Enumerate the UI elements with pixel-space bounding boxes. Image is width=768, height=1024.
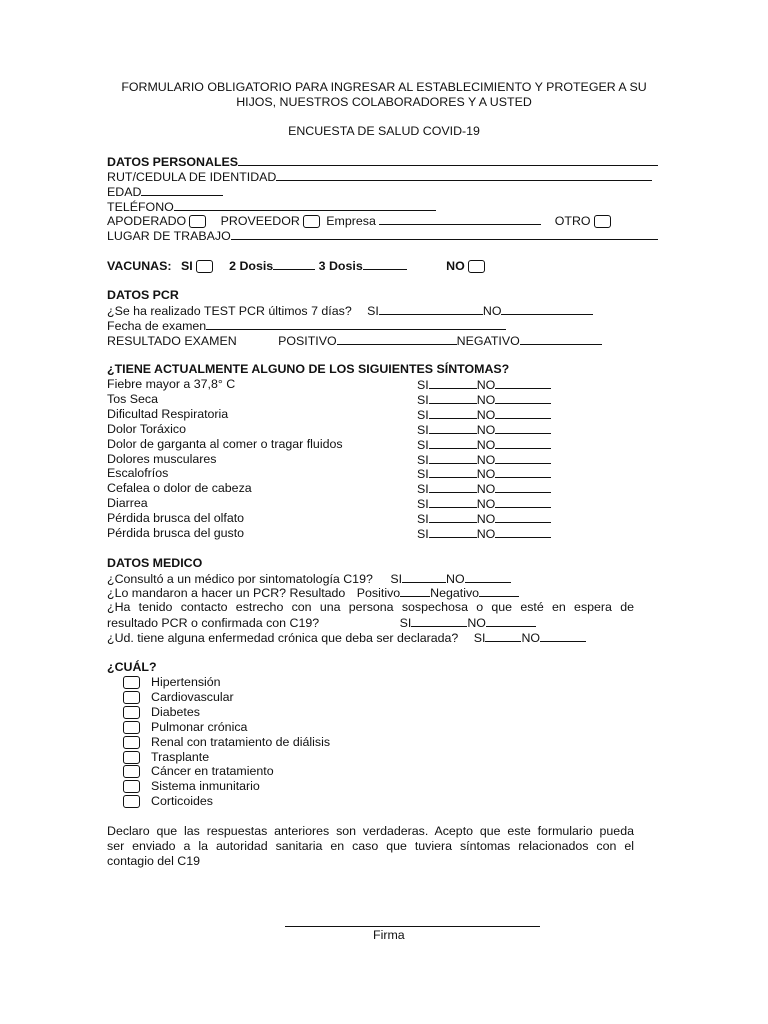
edad-field[interactable] xyxy=(141,184,223,196)
symptom-label: Diarrea xyxy=(107,496,148,510)
symptom-no-field[interactable] xyxy=(495,377,551,389)
vacunas-si-checkbox[interactable] xyxy=(196,260,213,273)
pcr-question: ¿Se ha realizado TEST PCR últimos 7 días? xyxy=(107,304,352,318)
symptom-si-field[interactable] xyxy=(429,437,477,449)
declaration-line3: contagio del C19 xyxy=(107,854,200,868)
edad-label: EDAD xyxy=(107,185,142,199)
symptom-no-label: NO xyxy=(476,393,496,407)
lugar-label: LUGAR DE TRABAJO xyxy=(107,229,231,243)
symptom-no-field[interactable] xyxy=(495,437,551,449)
otro-label: OTRO xyxy=(554,214,591,228)
q4-no-label: NO xyxy=(521,631,541,645)
form-subtitle: ENCUESTA DE SALUD COVID-19 xyxy=(288,124,480,138)
symptom-no-label: NO xyxy=(476,453,496,467)
condition-label: Sistema inmunitario xyxy=(151,779,260,793)
symptom-no-field[interactable] xyxy=(495,466,551,478)
cual-heading: ¿CUÁL? xyxy=(107,660,157,674)
symptom-answer xyxy=(417,496,551,512)
pcr-question-row xyxy=(107,303,593,319)
symptom-si-field[interactable] xyxy=(429,392,477,404)
apoderado-label: APODERADO xyxy=(107,214,187,228)
symptom-label: Dificultad Respiratoria xyxy=(107,407,229,421)
medico-q2-row xyxy=(107,585,519,601)
symptom-no-label: NO xyxy=(476,512,496,526)
symptom-si-label: SI xyxy=(417,453,429,467)
lugar-field[interactable] xyxy=(231,228,658,240)
q3-no-label: NO xyxy=(467,616,486,630)
negativo-label: NEGATIVO xyxy=(456,334,520,348)
condition-checkbox[interactable] xyxy=(123,751,140,764)
symptoms-heading: ¿TIENE ACTUALMENTE ALGUNO DE LOS SIGUIENTES SÍNTOMAS? xyxy=(107,362,510,376)
symptom-answer xyxy=(417,526,551,542)
vacunas-row xyxy=(107,258,488,274)
proveedor-label: PROVEEDOR xyxy=(220,214,300,228)
apoderado-checkbox[interactable] xyxy=(189,215,206,228)
symptom-no-label: NO xyxy=(476,527,496,541)
symptom-no-label: NO xyxy=(476,408,496,422)
condition-checkbox[interactable] xyxy=(123,721,140,734)
symptom-si-field[interactable] xyxy=(429,526,477,538)
datos-personales-field[interactable] xyxy=(238,154,658,166)
pcr-no-field[interactable] xyxy=(501,303,593,315)
symptom-si-field[interactable] xyxy=(429,452,477,464)
declaration-line2: ser enviado a la autoridad sanitaria en caso que tuviera síntomas relacionados con el xyxy=(107,839,634,853)
fecha-label: Fecha de examen xyxy=(107,319,207,333)
symptom-si-field[interactable] xyxy=(429,377,477,389)
datos-personales-row xyxy=(107,154,658,170)
condition-label: Trasplante xyxy=(151,750,210,764)
otro-checkbox[interactable] xyxy=(594,215,611,228)
symptom-no-field[interactable] xyxy=(495,496,551,508)
condition-checkbox[interactable] xyxy=(123,765,140,778)
pcr-heading: DATOS PCR xyxy=(107,288,179,302)
symptom-no-field[interactable] xyxy=(495,407,551,419)
condition-label: Pulmonar crónica xyxy=(151,720,248,734)
q3-si-label: SI xyxy=(399,616,412,630)
condition-checkbox[interactable] xyxy=(123,706,140,719)
fecha-row xyxy=(107,318,506,334)
medico-q2: ¿Lo mandaron a hacer un PCR? Resultado xyxy=(107,586,346,600)
proveedor-checkbox[interactable] xyxy=(303,215,320,228)
medico-heading: DATOS MEDICO xyxy=(107,556,203,570)
symptom-no-label: NO xyxy=(476,482,496,496)
condition-label: Cardiovascular xyxy=(151,690,234,704)
resultado-row xyxy=(107,333,602,349)
symptom-label: Dolor de garganta al comer o tragar fluidos xyxy=(107,437,343,451)
vacunas-no-label: NO xyxy=(446,259,465,273)
symptom-answer xyxy=(417,392,551,408)
form-title-line2: HIJOS, NUESTROS COLABORADORES Y A USTED xyxy=(236,95,532,109)
symptom-si-label: SI xyxy=(417,512,429,526)
q2-negativo-label: Negativo xyxy=(430,586,480,600)
symptom-si-label: SI xyxy=(417,527,429,541)
vacunas-label: VACUNAS: xyxy=(107,259,172,273)
symptom-label: Escalofríos xyxy=(107,466,169,480)
edad-row xyxy=(107,184,223,200)
pcr-si-label: SI xyxy=(367,304,379,318)
symptom-si-label: SI xyxy=(417,438,429,452)
symptom-no-field[interactable] xyxy=(495,392,551,404)
telefono-field[interactable] xyxy=(174,199,436,211)
symptom-si-field[interactable] xyxy=(429,466,477,478)
symptom-no-label: NO xyxy=(476,423,496,437)
symptom-no-field[interactable] xyxy=(495,526,551,538)
medico-q4-row xyxy=(107,630,586,646)
positivo-label: POSITIVO xyxy=(278,334,337,348)
signature-line[interactable] xyxy=(285,926,540,927)
symptom-no-field[interactable] xyxy=(495,511,551,523)
symptom-answer xyxy=(417,377,551,393)
condition-checkbox[interactable] xyxy=(123,676,140,689)
pcr-no-label: NO xyxy=(482,304,502,318)
condition-label: Hipertensión xyxy=(151,675,221,689)
symptom-answer xyxy=(417,437,551,453)
symptom-label: Fiebre mayor a 37,8° C xyxy=(107,377,236,391)
condition-checkbox[interactable] xyxy=(123,780,140,793)
symptom-no-label: NO xyxy=(476,378,496,392)
symptom-no-label: NO xyxy=(476,467,496,481)
dosis2-field[interactable] xyxy=(273,258,315,270)
rut-row xyxy=(107,169,652,185)
datos-personales-heading: DATOS PERSONALES xyxy=(107,155,239,169)
empresa-field[interactable] xyxy=(379,213,541,225)
condition-label: Cáncer en tratamiento xyxy=(151,764,274,778)
symptom-si-label: SI xyxy=(417,408,429,422)
symptom-label: Pérdida brusca del olfato xyxy=(107,511,245,525)
empresa-label: Empresa xyxy=(326,214,376,228)
symptom-answer xyxy=(417,511,551,527)
symptom-si-label: SI xyxy=(417,497,429,511)
form-title-line1: FORMULARIO OBLIGATORIO PARA INGRESAR AL ESTABLECIMIENTO Y PROTEGER A SU xyxy=(121,80,647,94)
symptom-no-field[interactable] xyxy=(495,422,551,434)
symptom-si-label: SI xyxy=(417,378,429,392)
symptom-si-label: SI xyxy=(417,482,429,496)
symptom-si-label: SI xyxy=(417,467,429,481)
q1-si-field[interactable] xyxy=(402,571,446,583)
symptom-label: Dolores musculares xyxy=(107,452,217,466)
dosis3-label: 3 Dosis xyxy=(318,259,363,273)
condition-label: Corticoides xyxy=(151,794,213,808)
rut-label: RUT/CEDULA DE IDENTIDAD xyxy=(107,170,277,184)
q1-no-field[interactable] xyxy=(465,571,511,583)
symptom-si-field[interactable] xyxy=(429,481,477,493)
symptom-label: Cefalea o dolor de cabeza xyxy=(107,481,252,495)
dosis3-field[interactable] xyxy=(363,258,407,270)
fecha-field[interactable] xyxy=(206,318,506,330)
condition-label: Renal con tratamiento de diálisis xyxy=(151,735,331,749)
symptom-no-label: NO xyxy=(476,438,496,452)
medico-q4: ¿Ud. tiene alguna enfermedad crónica que deba ser declarada? xyxy=(107,631,459,645)
vacunas-si-label: SI xyxy=(180,259,193,273)
medico-q1: ¿Consultó a un médico por sintomatología C19? xyxy=(107,572,373,586)
q4-no-field[interactable] xyxy=(540,630,586,642)
condition-checkbox[interactable] xyxy=(123,691,140,704)
symptom-answer xyxy=(417,481,551,497)
medico-q3-line1: ¿Ha tenido contacto estrecho con una persona sospechosa o que esté en espera de xyxy=(107,600,634,614)
symptom-answer xyxy=(417,422,551,438)
lugar-row xyxy=(107,228,658,244)
symptom-label: Tos Seca xyxy=(107,392,158,406)
symptom-si-label: SI xyxy=(417,423,429,437)
q2-positivo-field[interactable] xyxy=(400,585,430,597)
symptom-si-field[interactable] xyxy=(429,511,477,523)
q2-positivo-label: Positivo xyxy=(356,586,401,600)
condition-label: Diabetes xyxy=(151,705,200,719)
symptom-answer xyxy=(417,466,551,482)
q2-negativo-field[interactable] xyxy=(479,585,519,597)
q3-si-field[interactable] xyxy=(411,615,467,627)
symptom-si-field[interactable] xyxy=(429,496,477,508)
symptom-si-field[interactable] xyxy=(429,407,477,419)
positivo-field[interactable] xyxy=(337,333,457,345)
symptom-label: Pérdida brusca del gusto xyxy=(107,526,245,540)
negativo-field[interactable] xyxy=(520,333,602,345)
q4-si-label: SI xyxy=(473,631,486,645)
medico-q3-line2: resultado PCR o confirmada con C19? xyxy=(107,616,320,630)
condition-checkbox[interactable] xyxy=(123,736,140,749)
q4-si-field[interactable] xyxy=(485,630,521,642)
condition-checkbox[interactable] xyxy=(123,795,140,808)
symptom-no-field[interactable] xyxy=(495,481,551,493)
telefono-label: TELÉFONO xyxy=(107,200,174,214)
symptom-no-label: NO xyxy=(476,497,496,511)
rut-field[interactable] xyxy=(276,169,652,181)
tipo-row xyxy=(107,213,614,229)
dosis2-label: 2 Dosis xyxy=(229,259,274,273)
q1-si-label: SI xyxy=(390,572,403,586)
symptom-si-label: SI xyxy=(417,393,429,407)
q1-no-label: NO xyxy=(446,572,465,586)
symptom-no-field[interactable] xyxy=(495,452,551,464)
vacunas-no-checkbox[interactable] xyxy=(468,260,485,273)
medico-q3-row xyxy=(107,615,536,631)
symptom-answer xyxy=(417,407,551,423)
symptom-si-field[interactable] xyxy=(429,422,477,434)
resultado-label: RESULTADO EXAMEN xyxy=(107,334,237,348)
declaration-line1: Declaro que las respuestas anteriores son verdaderas. Acepto que este formulario pueda xyxy=(107,824,634,838)
firma-label: Firma xyxy=(373,928,405,942)
q3-no-field[interactable] xyxy=(486,615,536,627)
pcr-si-field[interactable] xyxy=(379,303,483,315)
symptom-label: Dolor Toráxico xyxy=(107,422,186,436)
